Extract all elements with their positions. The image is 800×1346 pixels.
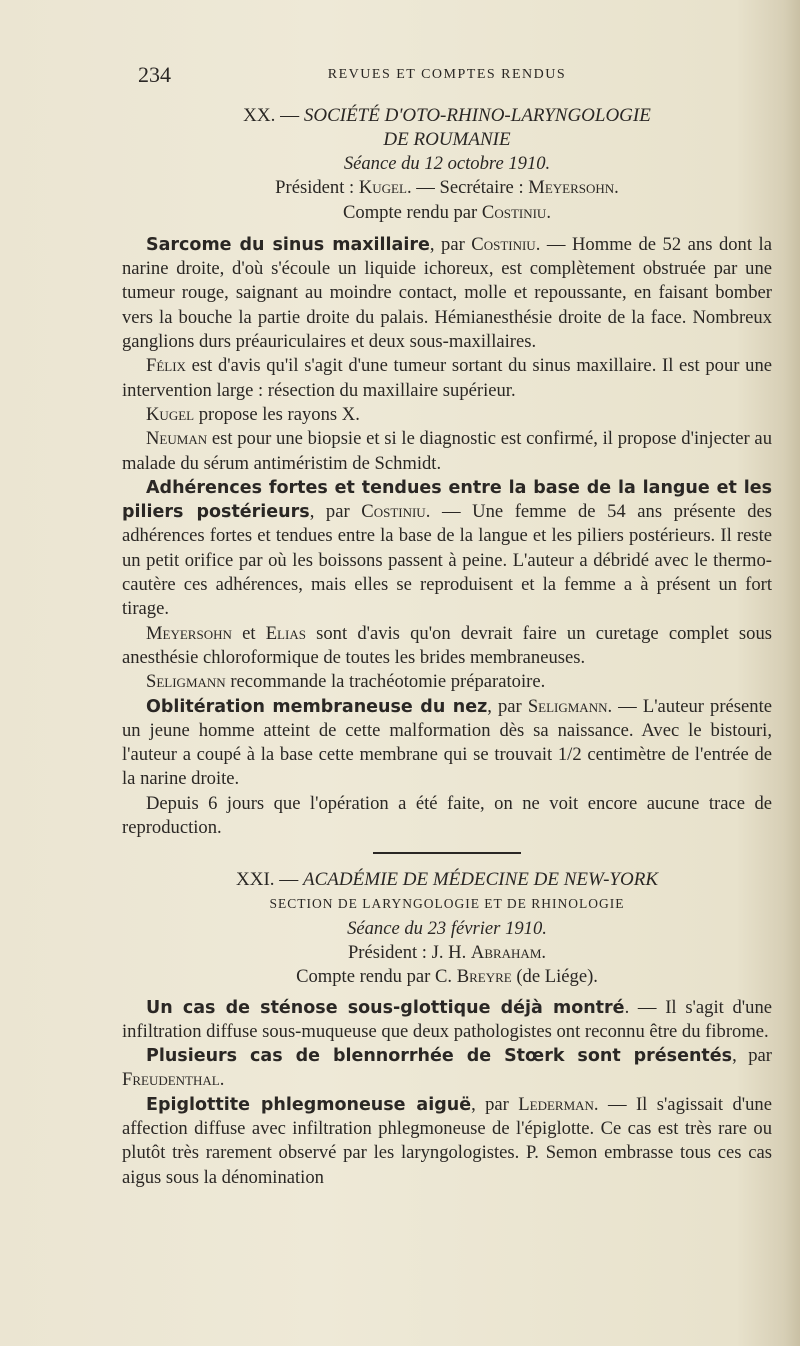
section-xxi-reporter: Compte rendu par C. Breyre (de Liége). <box>296 966 598 988</box>
section-xxi-session-date: Séance du 23 février 1910. <box>347 917 547 939</box>
paragraph-neuman: Neuman est pour une biopsie et si le diagnostic est confirmé, il propose d'injecter au malade du sérum antiméristim de Schmidt. <box>122 428 772 474</box>
section-xx-session-date: Séance du 12 octobre 1910. <box>343 153 551 174</box>
paragraph-felix: Félix est d'avis qu'il s'agit d'une tumeur sortant du sinus maxillaire. Il est pour une intervention large : résection du maxillaire supérieur. <box>122 355 772 401</box>
section-xxi-subsection: SECTION DE LARYNGOLOGIE ET DE RHINOLOGIE <box>269 896 625 912</box>
paragraph-sarcome: Sarcome du sinus maxillaire, par Costiniu. — Homme de 52 ans dont la narine droite, d'où s'écoule un liquide ichoreux, est complètement obstruée par une tumeur rouge, saignant au moindre contact, molle et repoussante, en faisant bomber vers la bouche la partie droite du palais. Hémianesthésie droite de la face. Nombreux ganglions durs préauriculaires et deux sous-maxillaires. <box>122 233 772 353</box>
running-title: REVUES ET COMPTES RENDUS <box>327 67 567 82</box>
paragraph-seligmann: Seligmann recommande la trachéotomie préparatoire. <box>146 671 546 693</box>
paragraph-obliteration: Oblitération membraneuse du nez, par Seligmann. — L'auteur présente un jeune homme atteint de cette malformation dès sa naissance. Avec le bistouri, l'auteur a coupé à la base cette membrane qui se trouvait 1/2 centimètre de l'entrée de la narine droite. <box>122 695 772 790</box>
paragraph-stenose: Un cas de sténose sous-glottique déjà montré. — Il s'agit d'une infiltration diffuse sous-muqueuse que deux pathologistes ont reconnu être du fibrome. <box>122 996 772 1042</box>
paragraph-adherences: Adhérences fortes et tendues entre la base de la langue et les piliers postérieurs, par Costiniu. — Une femme de 54 ans présente des adhérences fortes et tendues entre la base de la langue et les piliers postérieurs. Il reste un petit orifice par où les boissons passent à peine. L'auteur a débridé avec le thermo-cautère ces adhérences, mais elles se reproduisent et la femme a à présent un fort tirage. <box>122 477 772 620</box>
paragraph-meyersohn-elias: Meyersohn et Elias sont d'avis qu'on devrait faire un curetage complet sous anesthésie chloroformique de toutes les brides membraneuses. <box>122 622 772 668</box>
section-xxi-title: XXI. — ACADÉMIE DE MÉDECINE DE NEW-YORK <box>236 869 658 891</box>
paragraph-depuis: Depuis 6 jours que l'opération a été faite, on ne voit encore aucune trace de reproduction. <box>122 792 772 839</box>
section-xxi-president: Président : J. H. Abraham. <box>347 941 547 963</box>
section-xx-officers: Président : Kugel. — Secrétaire : Meyersohn. <box>275 177 619 199</box>
paragraph-epiglottite: Epiglottite phlegmoneuse aiguë, par Lederman. — Il s'agissait d'une affection diffuse avec infiltration phlegmoneuse de l'épiglotte. Ce cas est très rare ou plutôt très rarement observé par les laryngologistes. P. Semon embrasse tous ces cas aigus sous la dénomination <box>122 1093 772 1188</box>
section-divider <box>373 852 521 854</box>
page-body <box>122 104 772 1190</box>
page-number: 234 <box>138 62 171 87</box>
paragraph-blennorrhee: Plusieurs cas de blennorrhée de Stœrk sont présentés, par Freudenthal. <box>122 1045 772 1091</box>
section-xx-title-line2: DE ROUMANIE <box>383 129 511 150</box>
section-xx-title: XX. — SOCIÉTÉ D'OTO-RHINO-LARYNGOLOGIE <box>243 105 651 126</box>
paragraph-kugel: Kugel propose les rayons X. <box>146 403 360 425</box>
page-header <box>122 62 772 92</box>
section-xx-reporter: Compte rendu par Costiniu. <box>343 201 551 223</box>
